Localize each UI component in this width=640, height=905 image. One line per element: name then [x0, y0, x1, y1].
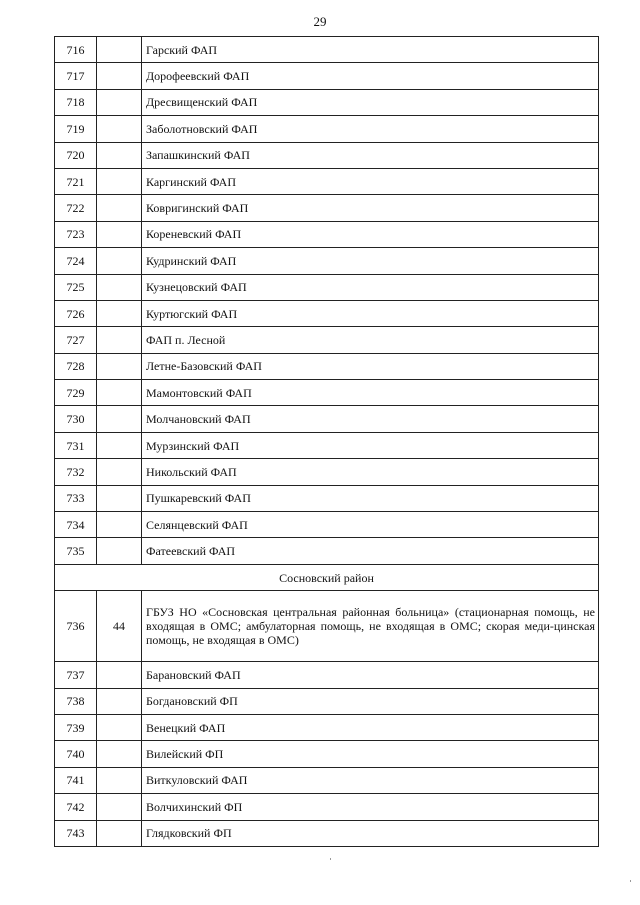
- institution-name-cell: Волчихинский ФП: [142, 794, 599, 820]
- table-row: [55, 274, 599, 300]
- row-number-cell: 720: [55, 142, 97, 168]
- table-row: [55, 168, 599, 194]
- scan-speck: [330, 858, 331, 860]
- institution-code-cell: [97, 248, 142, 274]
- scan-speck: [630, 880, 631, 882]
- institution-name-cell: Пушкаревский ФАП: [142, 485, 599, 511]
- institution-name-cell: Кузнецовский ФАП: [142, 274, 599, 300]
- page-number: 29: [313, 14, 327, 29]
- table-row: [55, 248, 599, 274]
- row-number-cell: 742: [55, 794, 97, 820]
- institution-code-cell: 44: [97, 591, 142, 662]
- institution-code-cell: [97, 406, 142, 432]
- table-row: [55, 794, 599, 820]
- row-number-cell: 718: [55, 89, 97, 115]
- institution-name-cell: Заболотновский ФАП: [142, 116, 599, 142]
- table-row: [55, 714, 599, 740]
- row-number-cell: 730: [55, 406, 97, 432]
- institution-code-cell: [97, 63, 142, 89]
- row-number-cell: 733: [55, 485, 97, 511]
- row-number-cell: 735: [55, 538, 97, 564]
- table-row: [55, 327, 599, 353]
- institution-code-cell: [97, 794, 142, 820]
- row-number-cell: 738: [55, 688, 97, 714]
- institution-name-cell: Запашкинский ФАП: [142, 142, 599, 168]
- institution-name-cell: Мамонтовский ФАП: [142, 380, 599, 406]
- institution-name-cell: ФАП п. Лесной: [142, 327, 599, 353]
- section-header-row: [55, 564, 599, 590]
- institution-code-cell: [97, 820, 142, 846]
- row-number-cell: 734: [55, 512, 97, 538]
- row-number-cell: 717: [55, 63, 97, 89]
- table-row: [55, 380, 599, 406]
- institution-name-cell: Куртюгский ФАП: [142, 300, 599, 326]
- table-row: [55, 195, 599, 221]
- institution-code-cell: [97, 432, 142, 458]
- institution-name-cell: Каргинский ФАП: [142, 168, 599, 194]
- row-number-cell: 723: [55, 221, 97, 247]
- table-row: [55, 89, 599, 115]
- registry-table: [54, 36, 599, 847]
- institution-name-cell: Кудринский ФАП: [142, 248, 599, 274]
- row-number-cell: 727: [55, 327, 97, 353]
- table-row: [55, 820, 599, 846]
- row-number-cell: 719: [55, 116, 97, 142]
- table-row: [55, 662, 599, 688]
- table-row: [55, 37, 599, 63]
- row-number-cell: 716: [55, 37, 97, 63]
- row-number-cell: 725: [55, 274, 97, 300]
- registry-table-body: [55, 37, 599, 847]
- row-number-cell: 729: [55, 380, 97, 406]
- table-row: [55, 591, 599, 662]
- institution-code-cell: [97, 459, 142, 485]
- table-row: [55, 142, 599, 168]
- institution-name-cell: Дорофеевский ФАП: [142, 63, 599, 89]
- institution-code-cell: [97, 353, 142, 379]
- institution-code-cell: [97, 168, 142, 194]
- table-row: [55, 538, 599, 564]
- table-row: [55, 485, 599, 511]
- institution-code-cell: [97, 116, 142, 142]
- institution-name-cell: Виткуловский ФАП: [142, 767, 599, 793]
- row-number-cell: 722: [55, 195, 97, 221]
- row-number-cell: 739: [55, 714, 97, 740]
- row-number-cell: 740: [55, 741, 97, 767]
- institution-code-cell: [97, 485, 142, 511]
- institution-name-cell: Мурзинский ФАП: [142, 432, 599, 458]
- table-row: [55, 63, 599, 89]
- institution-name-cell: Молчановский ФАП: [142, 406, 599, 432]
- table-row: [55, 767, 599, 793]
- institution-code-cell: [97, 142, 142, 168]
- row-number-cell: 721: [55, 168, 97, 194]
- table-row: [55, 688, 599, 714]
- institution-name-cell: Барановский ФАП: [142, 662, 599, 688]
- institution-code-cell: [97, 327, 142, 353]
- row-number-cell: 728: [55, 353, 97, 379]
- institution-code-cell: [97, 741, 142, 767]
- institution-code-cell: [97, 274, 142, 300]
- institution-name-cell: Фатеевский ФАП: [142, 538, 599, 564]
- row-number-cell: 736: [55, 591, 97, 662]
- row-number-cell: 732: [55, 459, 97, 485]
- institution-name-cell: Гарский ФАП: [142, 37, 599, 63]
- institution-code-cell: [97, 714, 142, 740]
- district-section-title: Сосновский район: [55, 564, 599, 590]
- table-row: [55, 512, 599, 538]
- table-row: [55, 406, 599, 432]
- institution-code-cell: [97, 380, 142, 406]
- institution-name-cell: ГБУЗ НО «Сосновская центральная районная больница» (стационарная помощь, не входящая в ОМС; амбулаторная помощь, не входящая в ОМС; скорая меди-цинская помощь, не входящая в ОМС): [142, 591, 599, 662]
- institution-code-cell: [97, 688, 142, 714]
- institution-code-cell: [97, 538, 142, 564]
- institution-code-cell: [97, 662, 142, 688]
- table-row: [55, 221, 599, 247]
- institution-code-cell: [97, 195, 142, 221]
- institution-name-cell: Дресвищенский ФАП: [142, 89, 599, 115]
- row-number-cell: 743: [55, 820, 97, 846]
- institution-name-cell: Ковригинский ФАП: [142, 195, 599, 221]
- institution-code-cell: [97, 512, 142, 538]
- institution-name-cell: Летне-Базовский ФАП: [142, 353, 599, 379]
- institution-name-cell: Никольский ФАП: [142, 459, 599, 485]
- institution-code-cell: [97, 89, 142, 115]
- row-number-cell: 737: [55, 662, 97, 688]
- table-row: [55, 353, 599, 379]
- institution-name-cell: Вилейский ФП: [142, 741, 599, 767]
- institution-code-cell: [97, 37, 142, 63]
- institution-code-cell: [97, 300, 142, 326]
- table-row: [55, 116, 599, 142]
- row-number-cell: 724: [55, 248, 97, 274]
- row-number-cell: 726: [55, 300, 97, 326]
- institution-code-cell: [97, 221, 142, 247]
- table-row: [55, 459, 599, 485]
- table-row: [55, 741, 599, 767]
- table-row: [55, 300, 599, 326]
- institution-code-cell: [97, 767, 142, 793]
- institution-name-cell: Кореневский ФАП: [142, 221, 599, 247]
- institution-name-cell: Глядковский ФП: [142, 820, 599, 846]
- row-number-cell: 741: [55, 767, 97, 793]
- institution-name-cell: Богдановский ФП: [142, 688, 599, 714]
- institution-name-cell: Венецкий ФАП: [142, 714, 599, 740]
- table-row: [55, 432, 599, 458]
- institution-name-cell: Селянцевский ФАП: [142, 512, 599, 538]
- row-number-cell: 731: [55, 432, 97, 458]
